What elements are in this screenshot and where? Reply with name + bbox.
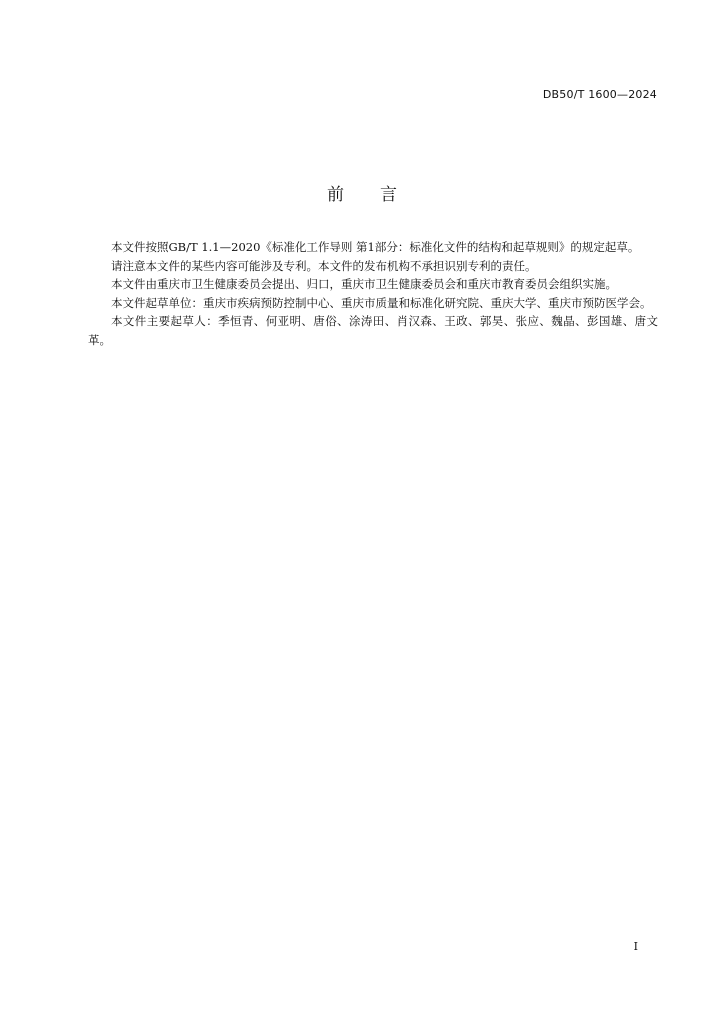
paragraph-proposer: 本文件由重庆市卫生健康委员会提出、归口，重庆市卫生健康委员会和重庆市教育委员会组织实施。 [111, 277, 617, 292]
paragraph-drafting-basis: 本文件按照GB/T 1.1—2020《标准化工作导则 第1部分：标准化文件的结构和起草规则》的规定起草。 [111, 240, 640, 254]
foreword-body [88, 238, 658, 350]
document-code: DB50/T 1600—2024 [542, 88, 657, 101]
paragraph-drafters: 本文件主要起草人：季恒青、何亚明、唐俗、涂涛田、肖汉森、王政、郭昊、张应、魏晶、彭国雄、唐文革。 [88, 314, 658, 347]
page-title: 前言 [327, 185, 433, 205]
page-number: I [633, 940, 638, 953]
paragraph-drafting-units: 本文件起草单位：重庆市疾病预防控制中心、重庆市质量和标准化研究院、重庆大学、重庆市预防医学会。 [111, 295, 652, 310]
paragraph-patent-notice: 请注意本文件的某些内容可能涉及专利。本文件的发布机构不承担识别专利的责任。 [111, 258, 537, 273]
